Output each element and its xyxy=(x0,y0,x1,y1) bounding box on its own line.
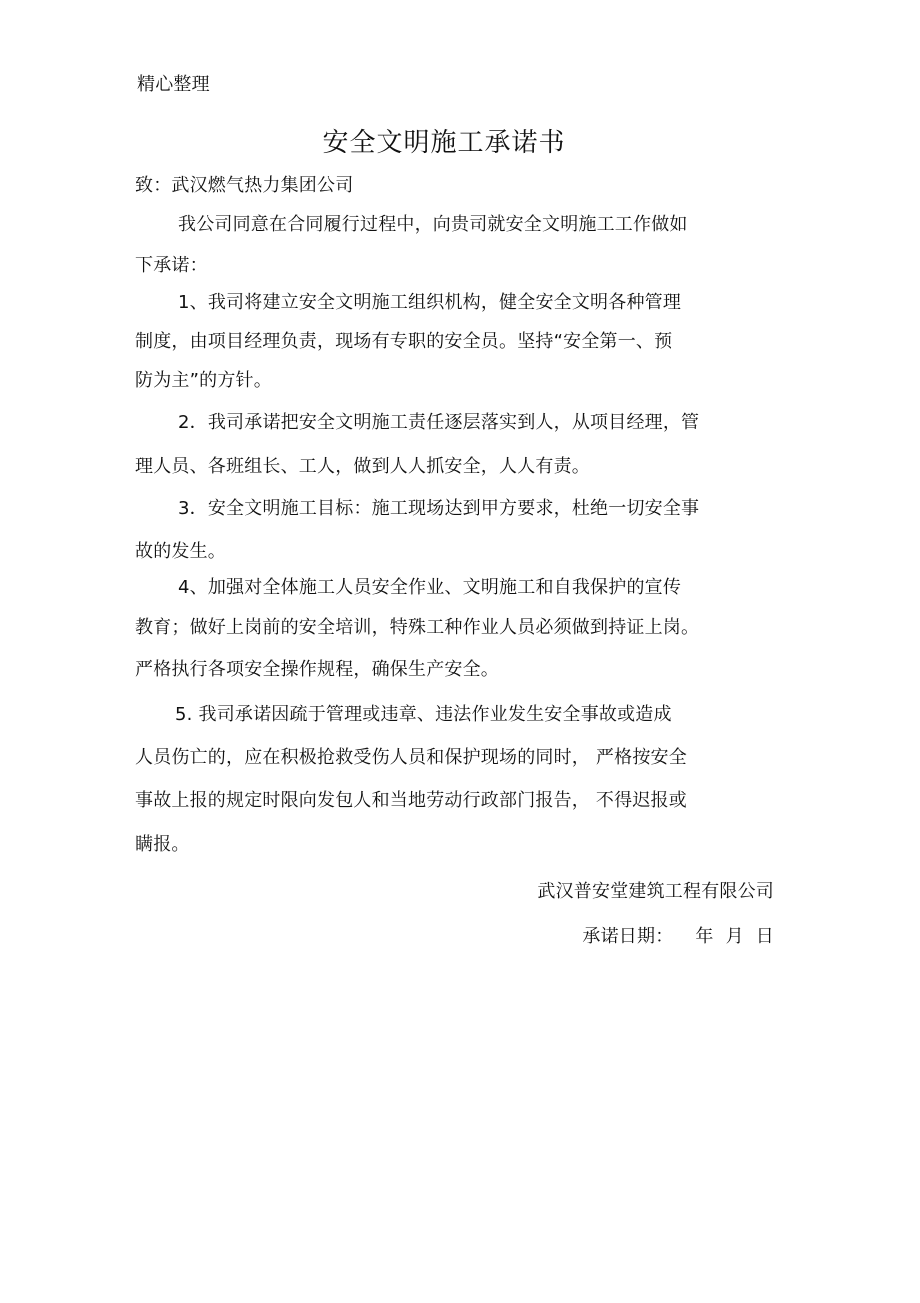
item-5-line-1: 5. 我司承诺因疏于管理或违章、违法作业发生安全事故或造成 xyxy=(175,704,672,725)
item-3-line-2: 故的发生。 xyxy=(135,541,226,562)
item-3-line-1: 3．安全文明施工目标：施工现场达到甲方要求，杜绝一切安全事 xyxy=(178,498,700,519)
item-4-line-2: 教育；做好上岗前的安全培训，特殊工种作业人员必须做到持证上岗。 xyxy=(135,617,700,638)
signature-date xyxy=(582,926,774,948)
item-5-line-2: 人员伤亡的，应在积极抢救受伤人员和保护现场的同时， 严格按安全 xyxy=(135,747,687,768)
item-4-line-1: 4、加强对全体施工人员安全作业、文明施工和自我保护的宣传 xyxy=(178,577,682,598)
item-2-line-1: 2．我司承诺把安全文明施工责任逐层落实到人，从项目经理，管 xyxy=(178,412,700,433)
item-1-line-1: 1、我司将建立安全文明施工组织机构，健全安全文明各种管理 xyxy=(178,292,682,313)
signature-company: 武汉普安堂建筑工程有限公司 xyxy=(537,881,774,902)
date-year: 年 xyxy=(695,926,714,947)
date-label: 承诺日期： xyxy=(582,926,674,947)
item-4-line-3: 严格执行各项安全操作规程，确保生产安全。 xyxy=(135,659,499,680)
item-5-line-3: 事故上报的规定时限向发包人和当地劳动行政部门报告， 不得迟报或 xyxy=(135,790,687,811)
intro-line-1: 我公司同意在合同履行过程中，向贵司就安全文明施工工作做如 xyxy=(178,214,688,235)
header-note: 精心整理 xyxy=(137,74,210,95)
intro-line-2: 下承诺： xyxy=(135,255,208,276)
date-month: 月 xyxy=(725,926,744,947)
item-5-line-4: 瞒报。 xyxy=(135,834,190,855)
document-title: 安全文明施工承诺书 xyxy=(322,128,566,158)
date-day: 日 xyxy=(755,926,774,947)
item-1-line-3: 防为主”的方针。 xyxy=(135,370,272,391)
addressee: 致：武汉燃气热力集团公司 xyxy=(135,175,354,196)
item-2-line-2: 理人员、各班组长、工人，做到人人抓安全，人人有责。 xyxy=(135,456,590,477)
item-1-line-2: 制度，由项目经理负责，现场有专职的安全员。坚持“安全第一、预 xyxy=(135,331,673,352)
